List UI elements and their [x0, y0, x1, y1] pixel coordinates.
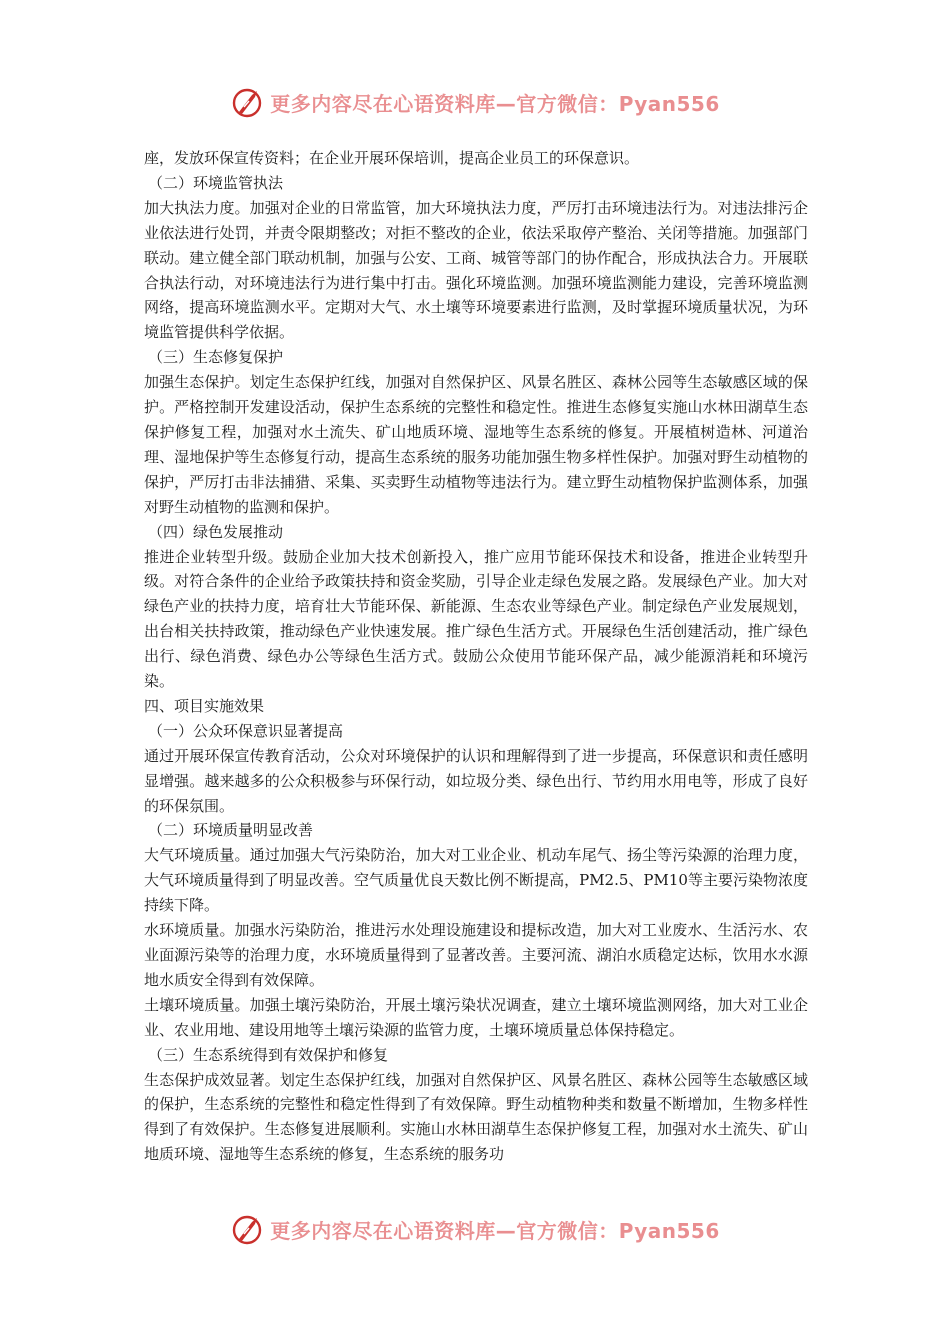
banner-text: 更多内容尽在心语资料库—官方微信：Pyan556 — [270, 91, 720, 116]
subsection-heading: （四）绿色发展推动 — [148, 522, 284, 541]
banner-text: 更多内容尽在心语资料库—官方微信：Pyan556 — [270, 1218, 720, 1243]
subsection-heading: （一）公众环保意识显著提高 — [148, 721, 344, 740]
body-paragraph: 加大执法力度。加强对企业的日常监管，加大环境执法力度，严厉打击环境违法行为。对违法排污企业依法进行处罚，并责令限期整改；对拒不整改的企业，依法采取停产整治、关闭等措施。加强部门联动。建立健全部门联动机制，加强与公安、工商、城管等部门的协作配合，形成执法合力。开展联合执法行动，对环境违法行为进行集中打击。强化环境监测。加强环境监测能力建设，完善环境监测网络，提高环境监测水平。定期对大气、水土壤等环境要素进行监测，及时掌握环境质量状况，为环境监管提供科学依据。 — [144, 198, 808, 342]
body-paragraph: 通过开展环保宣传教育活动，公众对环境保护的认识和理解得到了进一步提高，环保意识和责任感明显增强。越来越多的公众积极参与环保行动，如垃圾分类、绿色出行、节约用水用电等，形成了良好的环保氛围。 — [144, 746, 808, 815]
header-banner — [0, 82, 950, 122]
footer-banner — [0, 1209, 950, 1249]
document-body — [144, 146, 808, 1167]
pen-nib-circle-icon — [230, 1212, 264, 1246]
body-paragraph: 推进企业转型升级。鼓励企业加大技术创新投入，推广应用节能环保技术和设备，推进企业转型升级。对符合条件的企业给予政策扶持和资金奖励，引导企业走绿色发展之路。发展绿色产业。加大对绿色产业的扶持力度，培育壮大节能环保、新能源、生态农业等绿色产业。制定绿色产业发展规划，出台相关扶持政策，推动绿色产业快速发展。推广绿色生活方式。开展绿色生活创建活动，推广绿色出行、绿色消费、绿色办公等绿色生活方式。鼓励公众使用节能环保产品，减少能源消耗和环境污染。 — [144, 547, 808, 691]
body-paragraph: 土壤环境质量。加强土壤污染防治，开展土壤污染状况调查，建立土壤环境监测网络，加大对工业企业、农业用地、建设用地等土壤污染源的监管力度，土壤环境质量总体保持稳定。 — [144, 995, 808, 1039]
pen-nib-circle-icon — [230, 85, 264, 119]
body-paragraph: 座，发放环保宣传资料；在企业开展环保培训，提高企业员工的环保意识。 — [144, 149, 640, 167]
body-paragraph: 大气环境质量。通过加强大气污染防治，加大对工业企业、机动车尾气、扬尘等污染源的治理力度，大气环境质量得到了明显改善。空气质量优良天数比例不断提高，PM2.5、PM10等主要污染物浓度持续下降。 — [144, 846, 808, 915]
body-paragraph: 加强生态保护。划定生态保护红线，加强对自然保护区、风景名胜区、森林公园等生态敏感区域的保护。严格控制开发建设活动，保护生态系统的完整性和稳定性。推进生态修复实施山水林田湖草生态保护修复工程，加强对水土流失、矿山地质环境、湿地等生态系统的修复。开展植树造林、河道治理、湿地保护等生态修复行动，提高生态系统的服务功能加强生物多样性保护。加强对野生动植物的保护，严厉打击非法捕猎、采集、买卖野生动植物等违法行为。建立野生动植物保护监测体系，加强对野生动植物的监测和保护。 — [144, 373, 808, 516]
body-paragraph: 水环境质量。加强水污染防治，推进污水处理设施建设和提标改造，加大对工业废水、生活污水、农业面源污染等的治理力度，水环境质量得到了显著改善。主要河流、湖泊水质稳定达标，饮用水水源地水质安全得到有效保障。 — [144, 921, 808, 989]
subsection-heading: （三）生态修复保护 — [148, 348, 284, 367]
subsection-heading: （三）生态系统得到有效保护和修复 — [148, 1045, 389, 1064]
subsection-heading: （二）环境质量明显改善 — [148, 821, 314, 840]
section-heading: 四、项目实施效果 — [144, 696, 265, 715]
subsection-heading: （二）环境监管执法 — [148, 173, 284, 192]
body-paragraph: 生态保护成效显著。划定生态保护红线，加强对自然保护区、风景名胜区、森林公园等生态敏感区域的保护，生态系统的完整性和稳定性得到了有效保障。野生动植物种类和数量不断增加，生物多样性得到了有效保护。生态修复进展顺利。实施山水林田湖草生态保护修复工程，加强对水土流失、矿山地质环境、湿地等生态系统的修复，生态系统的服务功 — [144, 1070, 808, 1164]
